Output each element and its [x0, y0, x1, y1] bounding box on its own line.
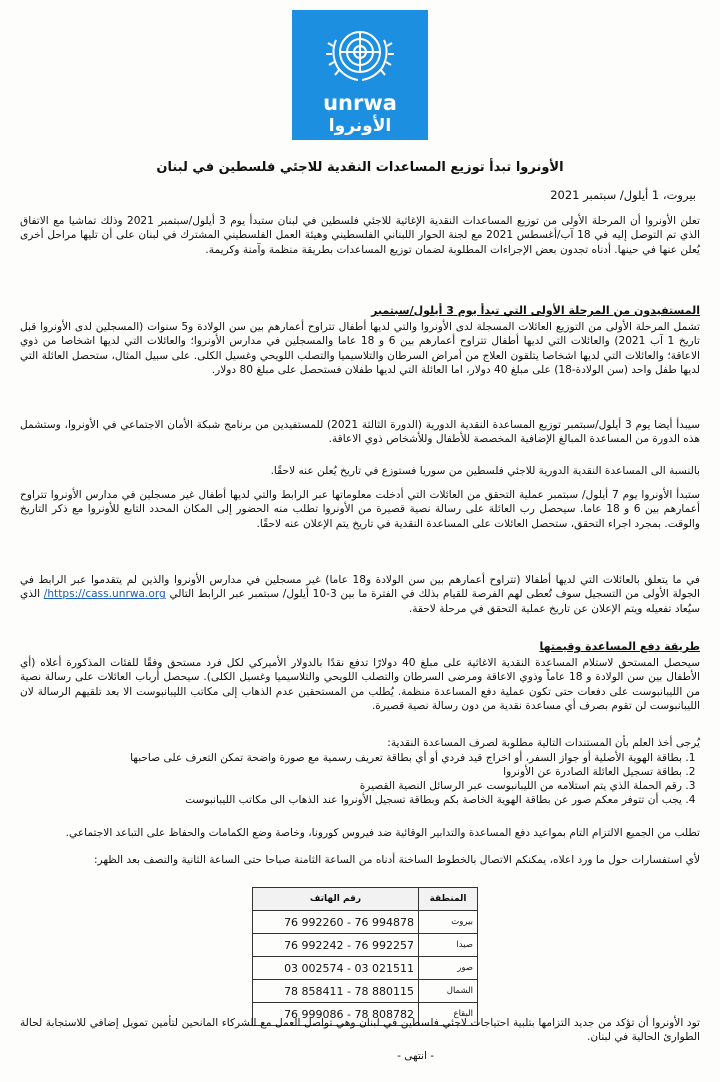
- section1-paragraph-2: سيبدأ أيضا يوم 3 أيلول/سبتمبر توزيع المساعدة النقدية الدورية (الدورة الثالثة 2021) للمستفيدين من برنامج شبكة الأمان الاجتماعي في الأونروا، وستشمل هذه الدورة من المساعدة المبالغ الإضافية المخصصة للأطفال وللأشخاص ذوي الاعاقة.: [20, 419, 700, 446]
- dateline: بيروت، 1 أيلول/ سبتمبر 2021: [550, 188, 696, 202]
- phone-cell[interactable]: 76 992242 - 76 992257: [253, 934, 419, 957]
- section2-heading: طريقة دفع المساعدة وقيمتها: [539, 640, 700, 653]
- registration-link[interactable]: https://cass.unrwa.org/: [43, 588, 166, 601]
- region-cell: البقاع: [419, 1003, 478, 1026]
- phone-cell[interactable]: 76 999086 - 78 808782: [253, 1003, 419, 1026]
- region-cell: بيروت: [419, 911, 478, 934]
- document-item: 3. رقم الحملة الذي يتم استلامه من الليبانبوست عبر الرسائل النصية القصيرة: [20, 779, 682, 793]
- region-cell: الشمال: [419, 980, 478, 1003]
- closing-paragraph: تود الأونروا أن تؤكد من جديد التزامها بتلبية احتياجات لاجئي فلسطين في لبنان وهي تواصل العمل مع الشركاء المانحين لتأمين تمويل إضافي للاستجابة لحالة الطوارئ الحالية في لبنان.: [20, 1017, 700, 1044]
- section2-paragraph-1: سيحصل المستحق لاستلام المساعدة النقدية الاغاثية على مبلغ 40 دولارًا تدفع نقدًا بالدولار الأميركي لكل فرد مستحق وفقًا للفئات المذكورة أعلاه (أي الأطفال بين سن الولادة و 18 عاماً وذوي الاعاقة ومرضى السرطان والتصلب اللويحي والتلاسيميا وغسيل الكلى). سيحصل أرباب العائلات على رسالة نصية من الليبانبوست على دفعات حتى تكون عملية دفع المساعدة منظمة. يُطلب من المستحقين عدم الذهاب إلى مكاتب الليبانبوست الا بعد تلقيهم الرسالة لان الليبانبوست لن تقوم بصرف أي مساعدة نقدية من دون رسالة نصية قصيرة.: [20, 657, 700, 713]
- section1-paragraph-1: تشمل المرحلة الأولى من التوزيع العائلات المسجلة لدى الأونروا والتي لديها أطفال تتراوح أعمارهم بين سن الولادة و5 سنوات (المسجلين لدى الأونروا قبل تاريخ 1 آب 2021) والعائلات التي لديها أطفال تتراوح أعمارهم بين 6 و 18 عاما والمسجلين في مدارس الأونروا؛ والعائلات التي لديها اشخاصا من ذوي الاعاقة؛ والعائلات التي لديها اشخاصا يتلقون العلاج من أمراض السرطان والتلاسيميا والتصلب اللويحي وغسيل الكلى. على سبيل المثال، ستحصل العائلة التي لديها طفل واحد (سن الولادة-18) على مبلغ 40 دولار، اما العائلة التي لديها طفلان فستحصل على مبلغ 80 دولار.: [20, 321, 700, 377]
- documents-intro: يُرجى أخذ العلم بأن المستندات التالية مطلوبة لصرف المساعدة النقدية:: [387, 737, 700, 749]
- table-row: [253, 911, 478, 934]
- hotlines-intro: لأي استفسارات حول ما ورد اعلاه، يمكنكم الاتصال بالخطوط الساخنة أدناه من الساعة الثامنة صباحا حتى الساعة الثانية والنصف بعد الظهر:: [93, 854, 700, 866]
- section1-paragraph-4: ستبدأ الأونروا يوم 7 أيلول/ سبتمبر عملية التحقق من العائلات التي أدخلت معلوماتها عبر الرابط والتي لديها أطفال غير مسجلين في مدارس الأونروا تتراوح أعمارهم بين 6 و 18 عاما. سيحصل رب العائلة على رسالة نصية قصيرة من الأونروا تطلب منه الحضور إلى المكان المحدد التابع للأونروا مع ذكر التاريخ والوقت. بمجرد اجراء التحقق، ستحصل العائلات على المساعدة النقدية في تاريخ يتم الإعلان عنه لاحقًا.: [20, 489, 701, 530]
- document-item: 4. يجب أن تتوفر معكم صور عن بطاقة الهوية الخاصة بكم وبطاقة تسجيل الأونروا عند الذهاب الى مكاتب الليبانبوست: [20, 793, 682, 807]
- logo-latin-text: unrwa: [323, 91, 397, 115]
- precautions-paragraph: تطلب من الجميع الالتزام التام بمواعيد دفع المساعدة والتدابير الوقائية ضد فيروس كورونا، وخاصة وضع الكمامات والحفاظ على التباعد الاجتماعي.: [65, 827, 700, 839]
- documents-list: [20, 751, 700, 807]
- region-cell: صيدا: [419, 934, 478, 957]
- phone-cell[interactable]: 78 858411 - 78 880115: [253, 980, 419, 1003]
- section1-paragraph-5-text: في ما يتعلق بالعائلات التي لديها أطفالا (تتراوح أعمارهم بين سن الولادة و18 عاما) غير مسجلين في مدارس الأونروا والذين لم يتقدموا عبر الرابط في الجولة الأولى من التسجيل سوف تُعطى لهم الفرصة للقيام بذلك في الفترة ما بين 3-10 أيلول/ سبتمبر عبر الرابط التالي: [20, 574, 700, 601]
- region-cell: صور: [419, 957, 478, 980]
- section1-paragraph-5: [20, 573, 700, 616]
- document-item: 1. بطاقة الهوية الأصلية أو جواز السفر، أو اخراج قيد فردي أو أي بطاقة تعريف رسمية مع صورة واضحة تمكن التعرف على صاحبها: [20, 751, 682, 765]
- table-row: [253, 957, 478, 980]
- unrwa-logo: [292, 10, 428, 140]
- intro-paragraph: تعلن الأونروا أن المرحلة الأولى من توزيع المساعدات النقدية الإغاثية للاجئي فلسطين في لبنان ستبدأ يوم 3 أيلول/سبتمبر 2021 وذلك تماشيا مع الاتفاق الذي تم التوصل إليه في 18 آب/أغسطس 2021 مع لجنة الحوار اللبناني الفلسطيني وهيئة العمل الفلسطيني المشترك في لبنان على أن تليها مراحل أخرى يُعلن عنها في حينها. أدناه تجدون بعض الإجراءات المطلوبة لضمان توزيع المساعدات بطريقة منظمة وآمنة وكريمة.: [20, 215, 700, 256]
- hotlines-table: [252, 887, 478, 1026]
- table-row: [253, 980, 478, 1003]
- press-title: الأونروا تبدأ توزيع المساعدات النقدية للاجئي فلسطين في لبنان: [156, 160, 564, 175]
- end-marker: - انتهى -: [397, 1050, 434, 1062]
- section1-heading: المستفيدون من المرحلة الأولى التي تبدأ يوم 3 أيلول/سبتمبر: [371, 304, 700, 317]
- document-item: 2. بطاقة تسجيل العائلة الصادرة عن الأونروا: [20, 765, 682, 779]
- phone-cell[interactable]: 76 992260 - 76 994878: [253, 911, 419, 934]
- section1-paragraph-5-tail: الذي سيُعاد تفعيله ويتم الإعلان عن تاريخ عملية التحقق في مرحلة لاحقة.: [20, 588, 700, 615]
- section1-paragraph-3: بالنسبة الى المساعدة النقدية الدورية للاجئي فلسطين من سوريا فستوزع في تاريخ يُعلن عنه لاحقًا.: [270, 465, 700, 477]
- region-column-header: المنطقة: [419, 888, 478, 911]
- phone-cell[interactable]: 03 002574 - 03 021511: [253, 957, 419, 980]
- documents-list-wrap: [20, 751, 700, 807]
- table-row: [253, 934, 478, 957]
- logo-arabic-text: الأونروا: [328, 116, 392, 136]
- un-emblem-icon: [292, 10, 428, 140]
- phone-column-header: رقم الهاتف: [253, 888, 419, 911]
